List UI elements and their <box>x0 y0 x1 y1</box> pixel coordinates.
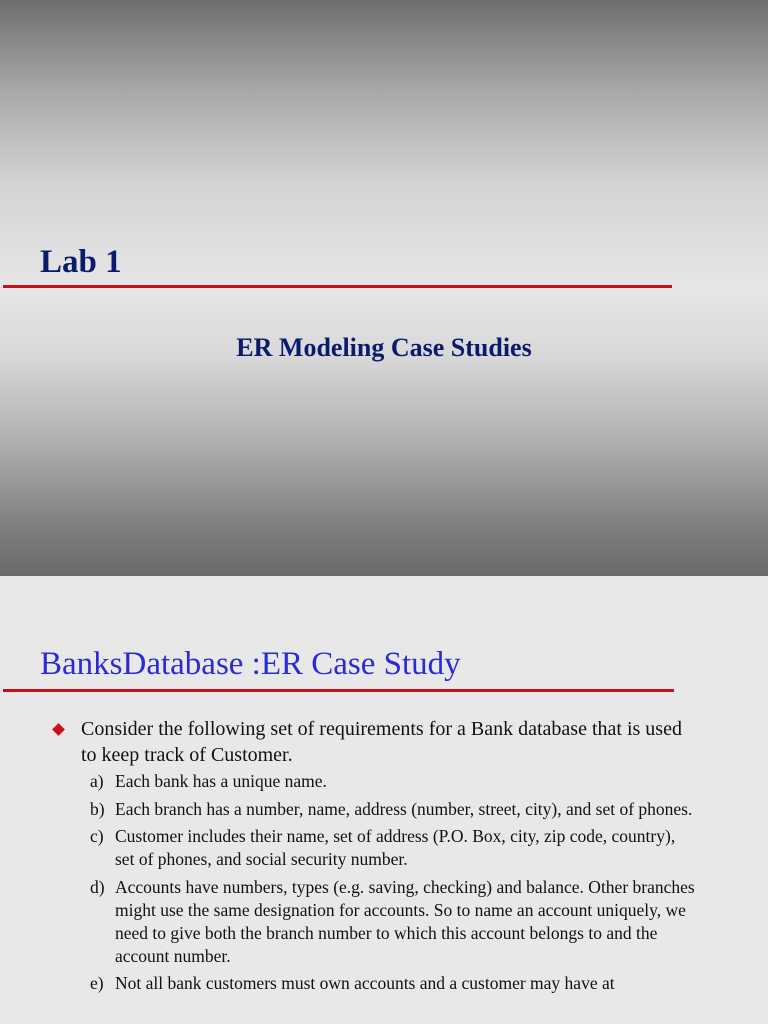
title-underline <box>3 689 674 692</box>
list-item <box>90 876 700 968</box>
list-item-marker: e) <box>90 973 104 993</box>
list-item-text: Each branch has a number, name, address (number, street, city), and set of phones. <box>115 798 693 819</box>
list-item-marker: b) <box>90 798 105 819</box>
title-underline <box>3 285 672 288</box>
list-item <box>90 770 700 793</box>
slide-title: Lab 1 <box>40 244 122 280</box>
list-item-text: Accounts have numbers, types (e.g. saving, checking) and balance. Other branches might use the same designation for accounts. So to name an account uniquely, we need to give both the branch number to which this account belongs to and the account number. <box>115 876 695 966</box>
bullet-text: Consider the following set of requirements for a Bank database that is used to keep track of Customer. <box>81 718 682 766</box>
diamond-bullet-icon <box>52 723 65 736</box>
list-item-marker: a) <box>90 771 104 791</box>
bullet-item <box>52 716 692 768</box>
requirements-list <box>90 770 700 1000</box>
list-item-marker: c) <box>90 826 104 846</box>
list-item-text: Customer includes their name, set of address (P.O. Box, city, zip code, country), set of phones, and social security number. <box>115 826 676 869</box>
slide-title: BanksDatabase :ER Case Study <box>40 646 461 682</box>
list-item-text: Not all bank customers must own accounts and a customer may have at <box>115 973 615 993</box>
list-item <box>90 798 700 821</box>
list-item <box>90 972 700 995</box>
slide-subtitle: ER Modeling Case Studies <box>236 333 532 362</box>
list-item <box>90 825 700 871</box>
list-item-text: Each bank has a unique name. <box>115 771 327 791</box>
list-item-marker: d) <box>90 876 105 897</box>
slide-banks-database <box>0 576 768 1024</box>
